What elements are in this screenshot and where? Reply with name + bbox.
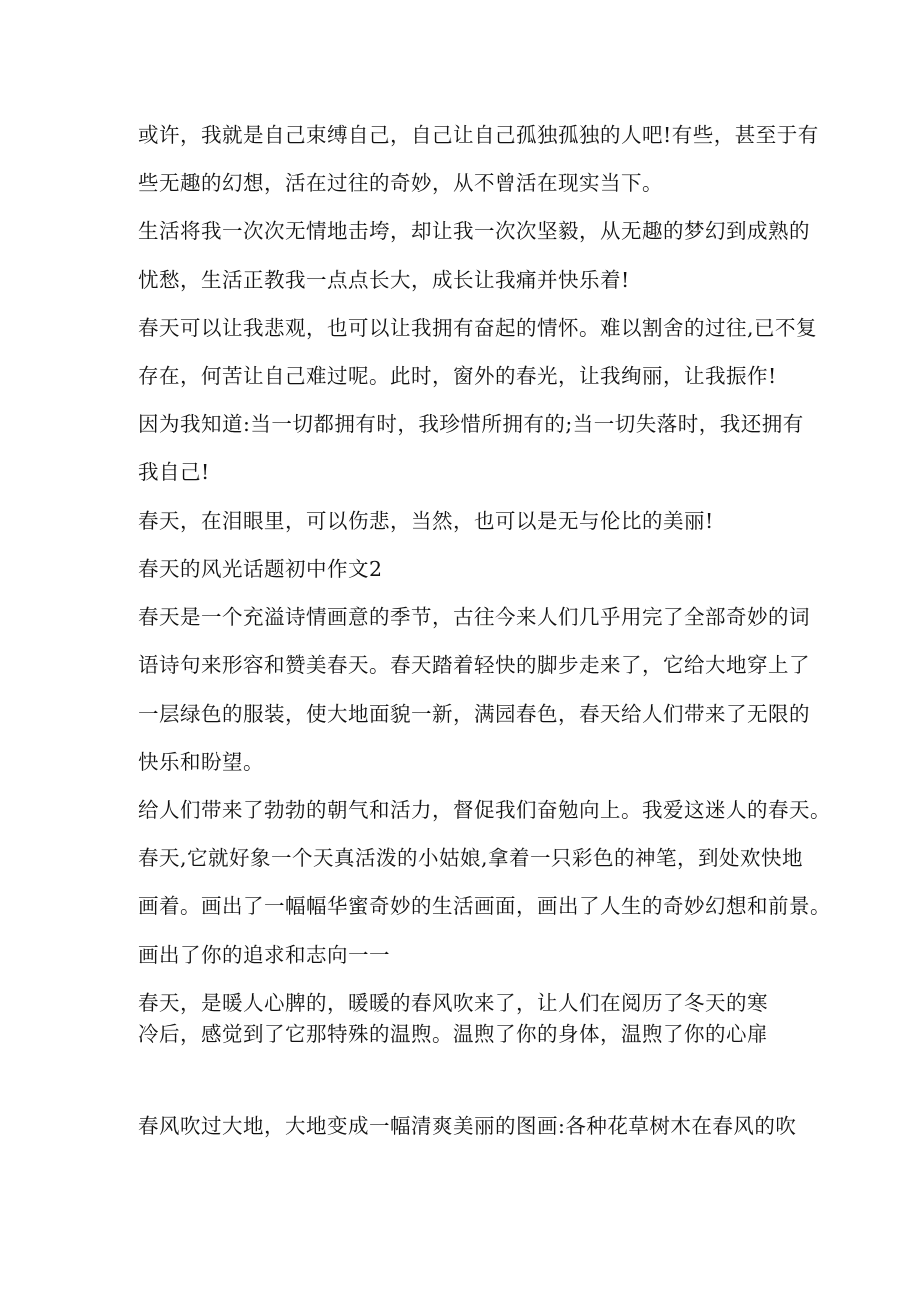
text-line: 一层绿色的服装，使大地面貌一新，满园春色，春天给人们带来了无限的 <box>138 702 810 726</box>
text-line: 生活将我一次次无情地击垮，却让我一次次坚毅，从无趣的梦幻到成熟的 <box>138 219 810 243</box>
text-line: 春天，是暖人心脾的，暖暖的春风吹来了，让人们在阅历了冬天的寒 <box>138 991 768 1015</box>
text-line: 春天可以让我悲观，也可以让我拥有奋起的情怀。难以割舍的过往,已不复 <box>138 316 818 340</box>
text-line: 些无趣的幻想，活在过往的奇妙，从不曾活在现实当下。 <box>138 171 663 195</box>
text-line: 春天，在泪眼里，可以伤悲，当然，也可以是无与伦比的美丽! <box>138 509 714 533</box>
section-heading: 春天的风光话题初中作文2 <box>138 557 383 581</box>
text-line: 我自己! <box>138 460 210 484</box>
text-line: 因为我知道:当一切都拥有时，我珍惜所拥有的;当一切失落时，我还拥有 <box>138 412 804 436</box>
text-line: 快乐和盼望。 <box>138 750 264 774</box>
text-line: 春风吹过大地，大地变成一幅清爽美丽的图画:各种花草树木在春风的吹 <box>138 1114 797 1138</box>
text-line: 忧愁，生活正教我一点点长大，成长让我痛并快乐着! <box>138 268 630 292</box>
text-line: 春天是一个充溢诗情画意的季节，古往今来人们几乎用完了全部奇妙的词 <box>138 605 810 629</box>
text-line: 给人们带来了勃勃的朝气和活力，督促我们奋勉向上。我爱这迷人的春天。 <box>138 798 831 822</box>
text-line: 冷后，感觉到了它那特殊的温煦。温煦了你的身体，温煦了你的心扉 <box>138 1022 768 1046</box>
text-line: 语诗句来形容和赞美春天。春天踏着轻快的脚步走来了，它给大地穿上了 <box>138 653 810 677</box>
text-line: 春天,它就好象一个天真活泼的小姑娘,拿着一只彩色的神笔，到处欢快地 <box>138 846 804 870</box>
text-line: 画着。画出了一幅幅华蜜奇妙的生活画面，画出了人生的奇妙幻想和前景。 <box>138 894 831 918</box>
text-line: 存在，何苦让自己难过呢。此时，窗外的春光，让我绚丽，让我振作! <box>138 364 777 388</box>
text-line: 画出了你的追求和志向一一 <box>138 943 390 967</box>
text-line: 或许，我就是自己束缚自己，自己让自己孤独孤独的人吧!有些，甚至于有 <box>138 123 819 147</box>
